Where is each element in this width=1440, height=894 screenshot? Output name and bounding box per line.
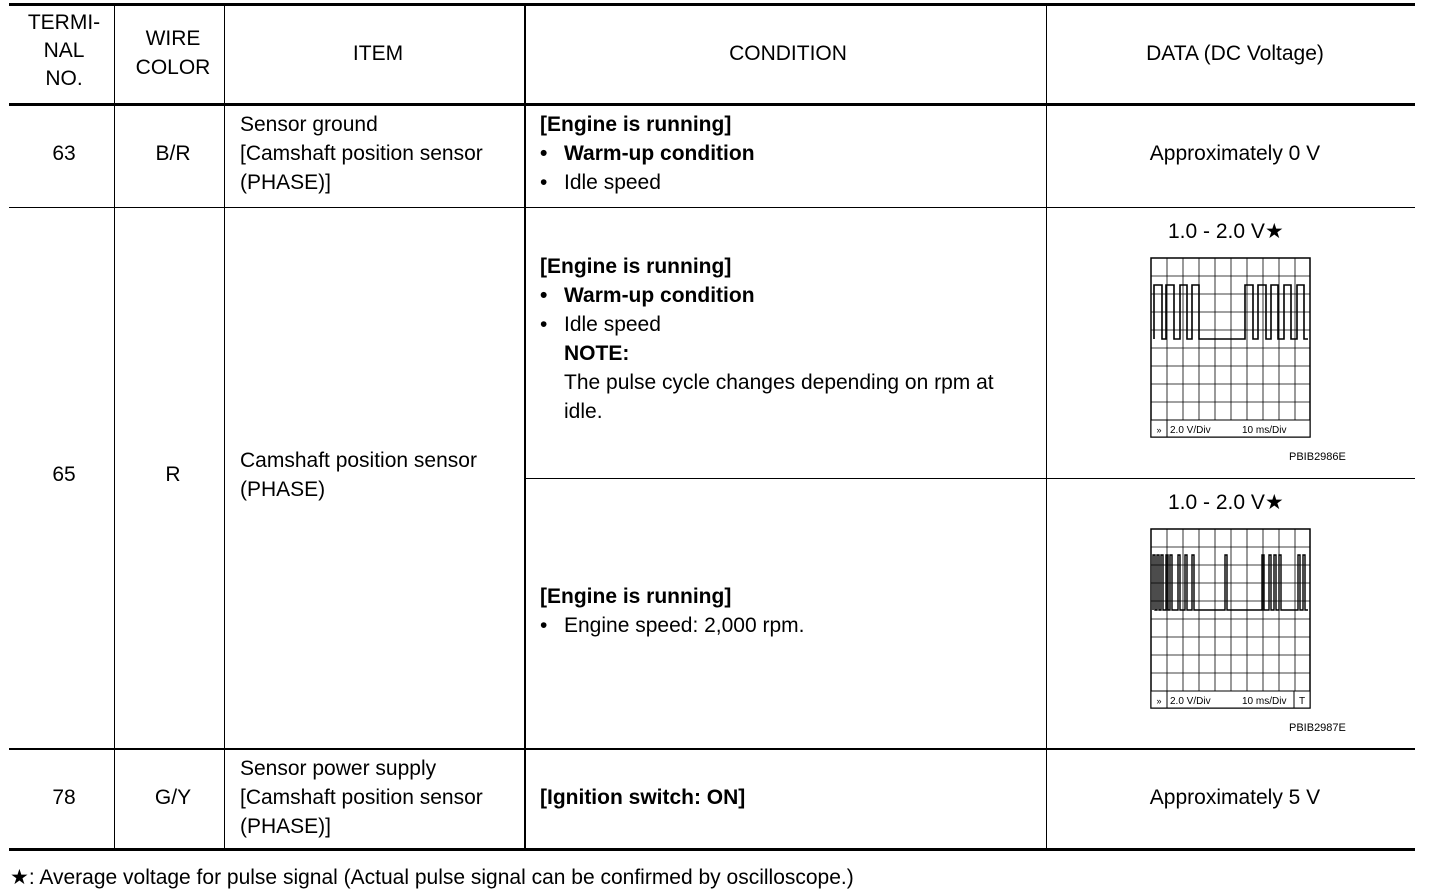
note-label: NOTE:: [564, 342, 630, 365]
row-63-data: Approximately 0 V: [1149, 142, 1321, 165]
star-icon: ★: [1264, 491, 1284, 514]
row-65-wire: R: [165, 463, 181, 486]
header-condition: CONDITION: [729, 42, 847, 65]
header-wire-color: WIRE COLOR: [135, 27, 211, 79]
condition-bullet: • Warm-up condition: [540, 139, 1040, 168]
condition-title: [Engine is running]: [540, 113, 732, 136]
bullet-icon: •: [540, 142, 548, 165]
row-63-bottom-border: [9, 207, 1415, 208]
bullet-icon: •: [540, 313, 548, 336]
oscilloscope-waveform-2000rpm: [1150, 528, 1312, 710]
scope-volt-scale: 2.0 V/Div: [1170, 696, 1211, 707]
condition-title: [Engine is running]: [540, 255, 732, 278]
row-63-wire: B/R: [155, 142, 191, 165]
condition-title: [Engine is running]: [540, 585, 732, 608]
condition-bullet: • Engine speed: 2,000 rpm.: [540, 611, 1040, 640]
scope-time-scale: 10 ms/Div: [1242, 696, 1287, 707]
figure-id: PBIB2986E: [1289, 451, 1346, 463]
oscilloscope-waveform-idle: [1150, 257, 1312, 439]
row-78-wire: G/Y: [154, 786, 192, 809]
figure-id: PBIB2987E: [1289, 722, 1346, 734]
row-65-bottom-border: [9, 748, 1415, 750]
header-bottom-border: [9, 103, 1415, 106]
col-divider-3: [524, 6, 526, 848]
bullet-icon: •: [540, 171, 548, 194]
row-65b-voltage: 1.0 - 2.0 V★: [1168, 491, 1284, 514]
header-item: ITEM: [352, 42, 404, 65]
condition-bullet: • Warm-up condition: [540, 281, 1040, 310]
scope-arrow-icon: »: [1156, 425, 1162, 435]
bullet-icon: •: [540, 284, 548, 307]
table-bottom-border: [9, 848, 1415, 851]
row-78-condition: [Ignition switch: ON]: [540, 786, 746, 809]
row-78-terminal: 78: [52, 786, 76, 809]
scope-trigger: T: [1298, 696, 1306, 707]
row-63-item: Sensor ground [Camshaft position sensor (PHASE)]: [240, 113, 483, 194]
scope-arrow-icon: »: [1156, 696, 1162, 706]
row-63-condition: [540, 110, 1040, 197]
col-divider-1: [114, 6, 115, 848]
row-78-item: Sensor power supply [Camshaft position sensor (PHASE)]: [240, 757, 483, 838]
row-65a-voltage: 1.0 - 2.0 V★: [1168, 220, 1284, 243]
star-icon: ★: [10, 866, 29, 889]
header-terminal-no: TERMI- NAL NO.: [27, 11, 101, 90]
footnote: ★: Average voltage for pulse signal (Actual pulse signal can be confirmed by oscilloscope.): [10, 866, 854, 889]
note-text: The pulse cycle changes depending on rpm at idle.: [564, 371, 994, 423]
row-65a-condition: [540, 252, 1040, 426]
star-icon: ★: [1264, 220, 1284, 243]
table-top-border: [9, 3, 1415, 6]
col-divider-4: [1046, 6, 1047, 848]
row-63-terminal: 63: [52, 142, 76, 165]
row-65-sub-divider: [525, 478, 1415, 479]
row-78-data: Approximately 5 V: [1149, 786, 1321, 809]
scope-volt-scale: 2.0 V/Div: [1170, 425, 1211, 436]
header-data: DATA (DC Voltage): [1146, 42, 1324, 65]
row-65-item: Camshaft position sensor (PHASE): [240, 449, 477, 501]
col-divider-2: [224, 6, 225, 848]
row-65-terminal: 65: [52, 463, 76, 486]
bullet-icon: •: [540, 614, 548, 637]
scope-time-scale: 10 ms/Div: [1242, 425, 1287, 436]
row-65b-condition: [540, 582, 1040, 640]
condition-bullet: • Idle speed: [540, 168, 1040, 197]
condition-bullet: • Idle speed: [540, 310, 1040, 339]
